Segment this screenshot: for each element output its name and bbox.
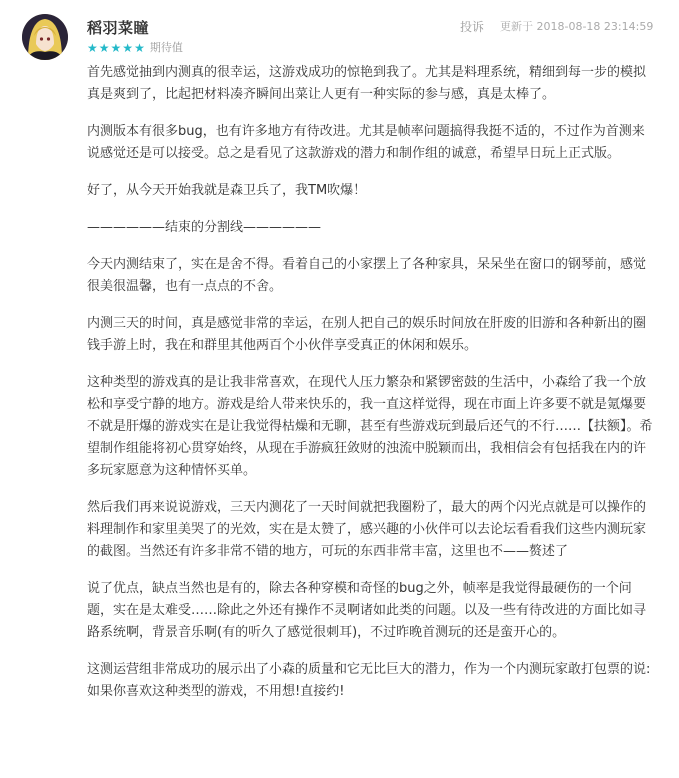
review-paragraph: 然后我们再来说说游戏，三天内测花了一天时间就把我圈粉了，最大的两个闪光点就是可以操作的料理制作和家里美哭了的光效，实在是太赞了，感兴趣的小伙伴可以去论坛看看我们这些内测玩家的截图。当然还有许多非常不错的地方，可玩的东西非常丰富，这里也不——赘述了 — [87, 500, 647, 559]
star-icon: ★ — [134, 41, 145, 55]
rating-stars — [87, 40, 183, 56]
review-paragraph: 这种类型的游戏真的是让我非常喜欢，在现代人压力繁杂和紧锣密鼓的生活中，小森给了我一个放松和享受宁静的地方。游戏是给人带来快乐的，我一直这样觉得，现在市面上许多要不就是氪爆要不就是肝爆的游戏实在是让我觉得枯燥和无聊，甚至有些游戏玩到最后还气的不行……【扶额】。希望制作组能将初心贯穿始终，从现在手游疯狂敛财的浊流中脱颖而出，我相信会有包括我在内的许多玩家愿意为这种情怀买单。 — [87, 375, 653, 478]
avatar-image — [22, 14, 68, 60]
avatar[interactable] — [22, 14, 68, 60]
review-body — [87, 62, 657, 703]
updated-timestamp: 更新于 2018-08-18 23:14:59 — [500, 20, 654, 33]
review-paragraph: 内测版本有很多bug，也有许多地方有待改进。尤其是帧率问题搞得我挺不适的，不过作为首测来说感觉还是可以接受。总之是看见了这款游戏的潜力和制作组的诚意，希望早日玩上正式版。 — [87, 124, 645, 161]
review-paragraph: 说了优点，缺点当然也是有的，除去各种穿模和奇怪的bug之外，帧率是我觉得最硬伤的一个问题，实在是太难受……除此之外还有操作不灵啊诸如此类的问题。以及一些有待改进的方面比如寻路系统啊，背景音乐啊(有的听久了感觉很刺耳)，不过昨晚首测玩的还是蛮开心的。 — [87, 581, 647, 640]
review-paragraph: 这测运营组非常成功的展示出了小森的质量和它无比巨大的潜力，作为一个内测玩家敢打包票的说:如果你喜欢这种类型的游戏，不用想!直接约! — [87, 662, 651, 699]
report-link[interactable]: 投诉 — [460, 20, 485, 34]
review-paragraph: 首先感觉抽到内测真的很幸运，这游戏成功的惊艳到我了。尤其是料理系统，精细到每一步的模拟真是爽到了，比起把材料凑齐瞬间出菜让人更有一种实际的参与感，真是太棒了。 — [87, 65, 647, 102]
star-icon: ★ — [87, 41, 98, 55]
star-icon: ★ — [110, 41, 122, 55]
section-divider: ——————结束的分割线—————— — [87, 220, 322, 235]
star-icon: ★ — [122, 41, 134, 55]
rating-label: 期待值 — [149, 41, 183, 54]
review-paragraph: 内测三天的时间，真是感觉非常的幸运，在别人把自己的娱乐时间放在肝废的旧游和各种新出的圈钱手游上时，我在和群里其他两百个小伙伴享受真正的休闲和娱乐。 — [87, 316, 647, 353]
star-icon: ★ — [98, 41, 110, 55]
username[interactable]: 稻羽菜瞳 — [87, 19, 150, 37]
review-paragraph: 好了，从今天开始我就是森卫兵了，我TM吹爆！ — [87, 183, 367, 198]
review-paragraph: 今天内测结束了，实在是舍不得。看着自己的小家摆上了各种家具，呆呆坐在窗口的钢琴前，感觉很美很温馨，也有一点点的不舍。 — [87, 257, 647, 294]
